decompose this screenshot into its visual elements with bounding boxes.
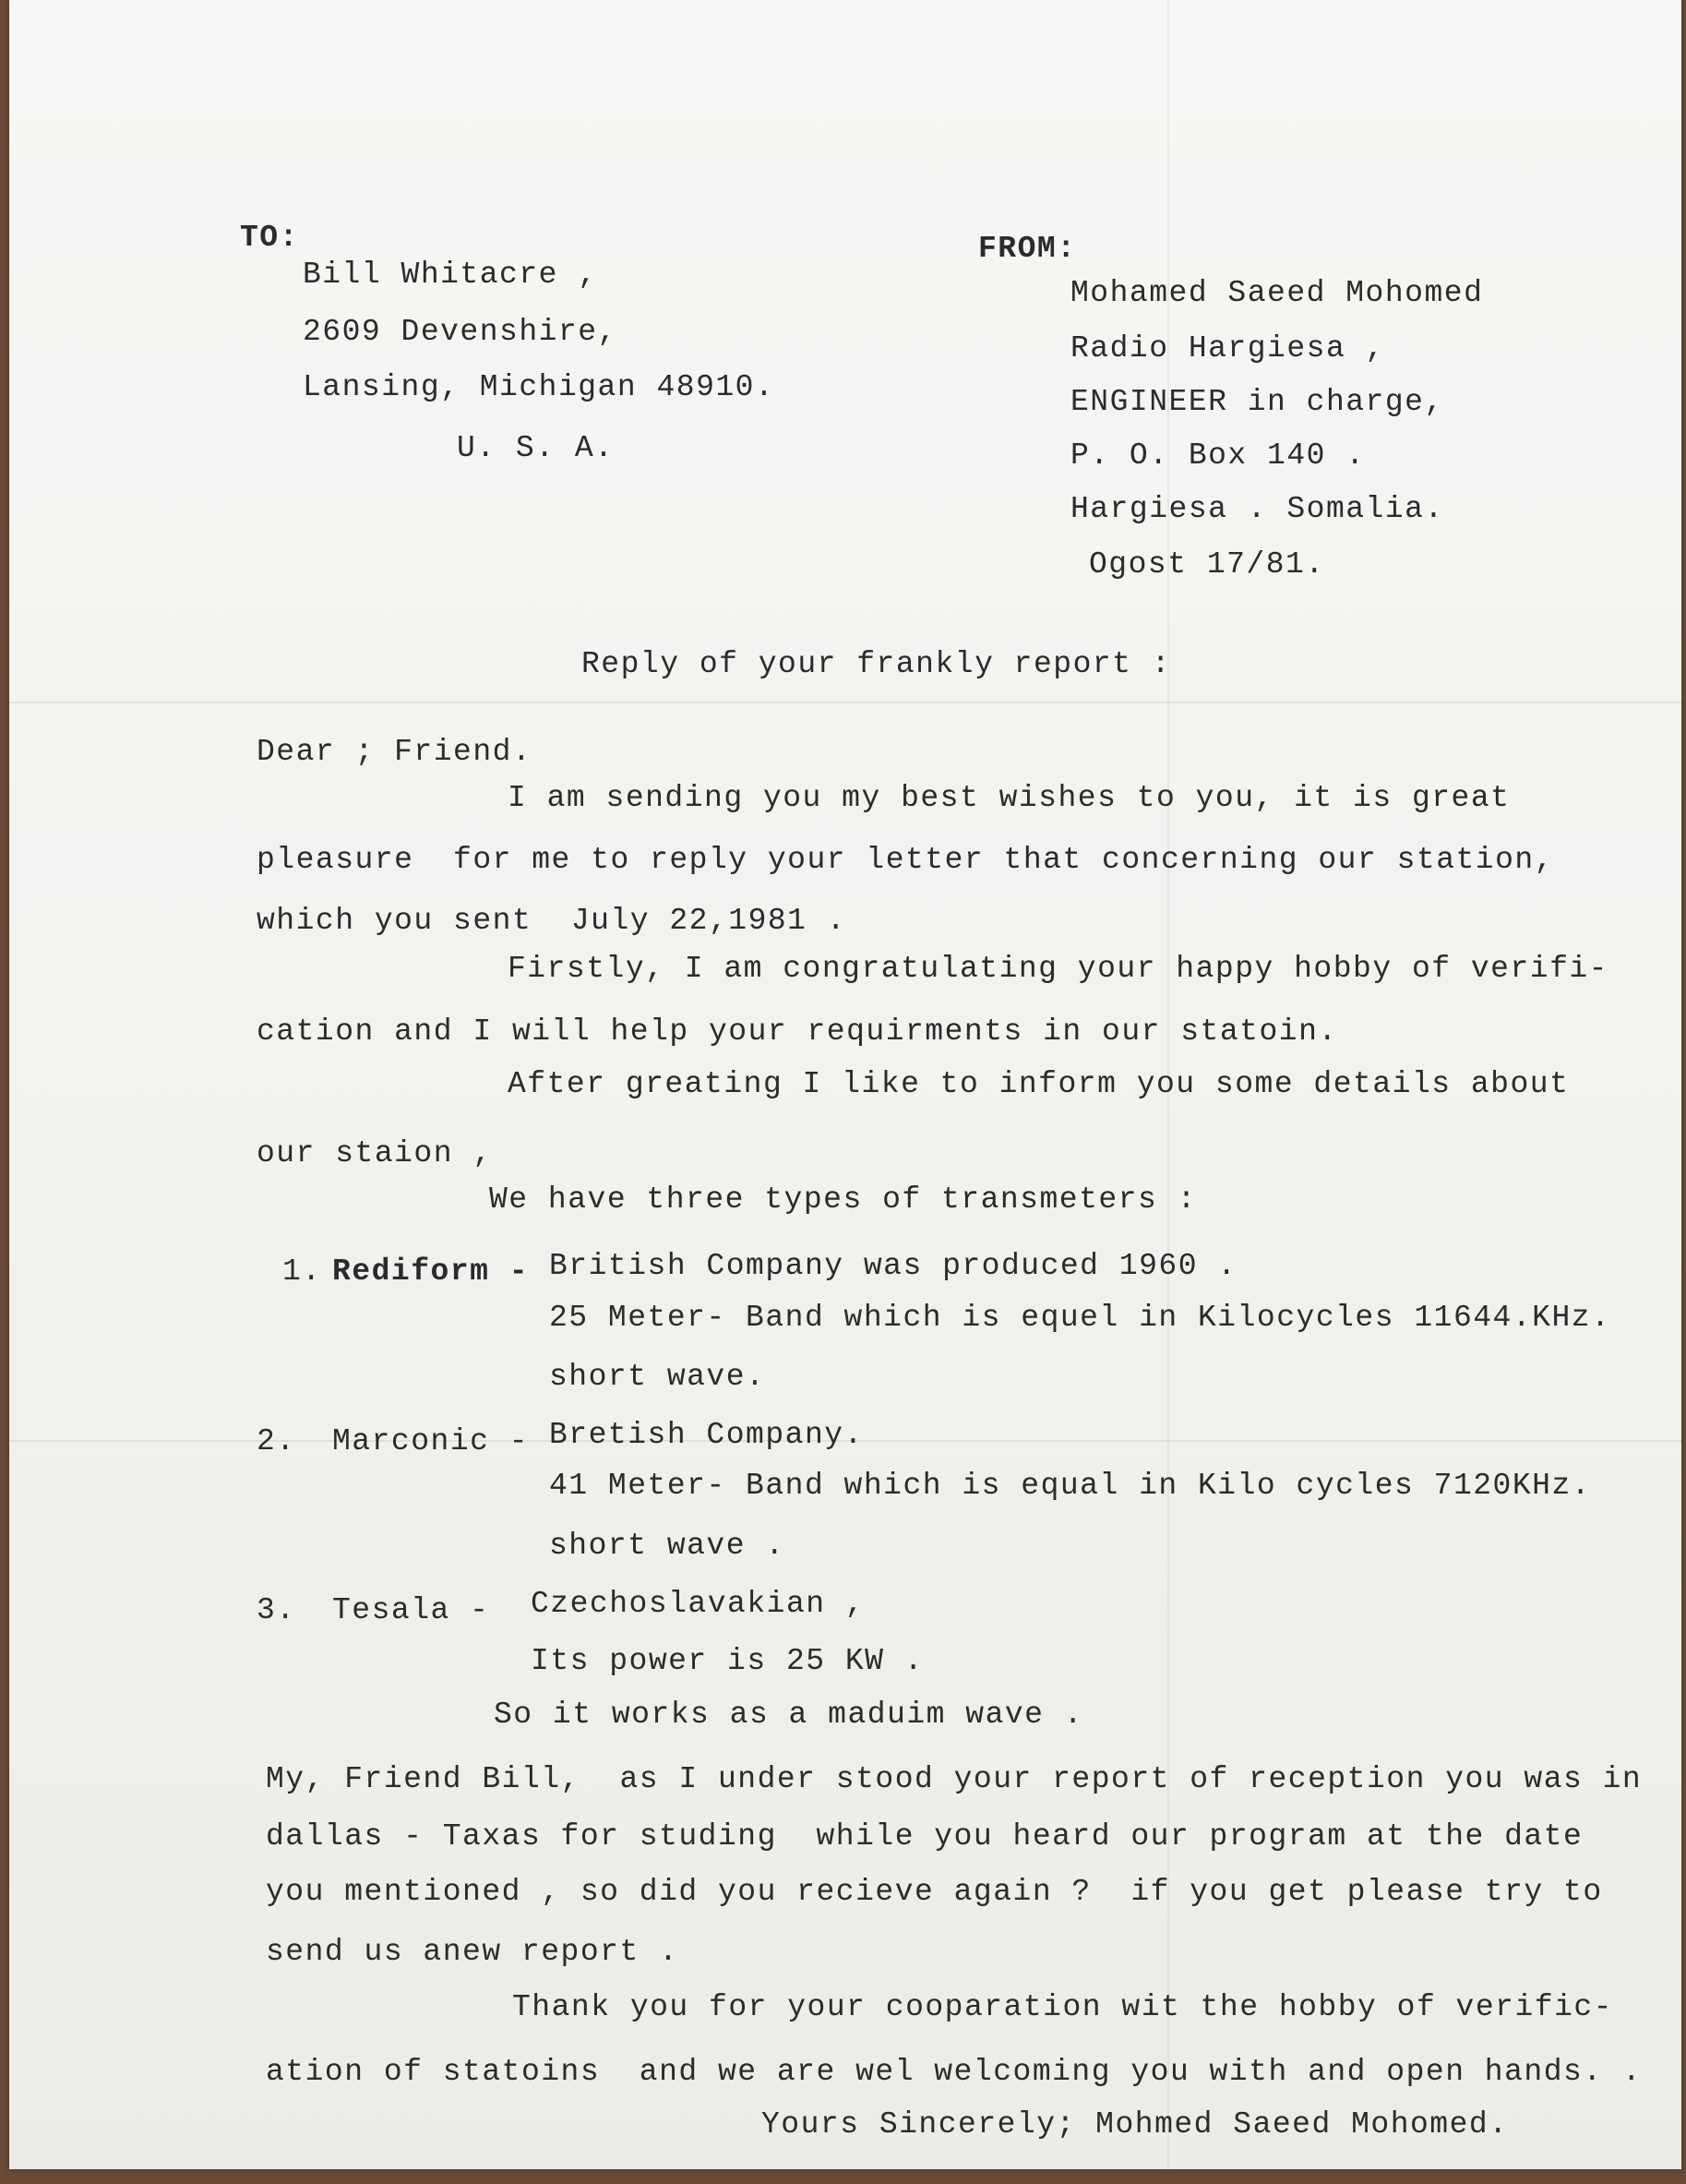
- transmitter-number: 1.: [282, 1254, 322, 1289]
- transmitter-band: 41 Meter- Band which is equal in Kilo cycles 7120KHz.: [549, 1469, 1592, 1503]
- transmitter-band: Its power is 25 KW .: [531, 1644, 925, 1678]
- closing-line: ation of statoins and we are wel welcoming you with and open hands. .: [266, 2055, 1643, 2089]
- body-line: I am sending you my best wishes to you, it is great: [508, 781, 1511, 815]
- salutation: Dear ; Friend.: [257, 735, 532, 769]
- recipient-street: 2609 Devenshire,: [303, 315, 617, 349]
- closing-line: you mentioned , so did you recieve again ? if you get please try to: [266, 1875, 1603, 1909]
- closing-line: Thank you for your cooparation wit the hobby of verific-: [512, 1990, 1613, 2024]
- body-line: Firstly, I am congratulating your happy hobby of verifi-: [508, 952, 1608, 986]
- subject-line: Reply of your frankly report :: [581, 647, 1172, 681]
- transmitter-band: 25 Meter- Band which is equel in Kilocycles 11644.KHz.: [549, 1301, 1611, 1335]
- body-line: We have three types of transmeters :: [489, 1182, 1197, 1217]
- from-label: FROM:: [978, 232, 1077, 266]
- transmitter-desc: Bretish Company.: [549, 1418, 864, 1452]
- transmitter-wave: short wave.: [549, 1360, 766, 1394]
- transmitter-name: Marconic -: [332, 1424, 530, 1458]
- transmitter-name: Rediform -: [332, 1254, 530, 1289]
- letter-page: [9, 0, 1681, 2169]
- signature-line: Yours Sincerely; Mohmed Saeed Mohomed.: [761, 2107, 1509, 2142]
- transmitter-number: 3.: [257, 1593, 296, 1627]
- to-label: TO:: [240, 221, 299, 255]
- sender-location: Hargiesa . Somalia.: [1070, 492, 1444, 526]
- closing-line: So it works as a maduim wave .: [494, 1698, 1084, 1732]
- body-line: pleasure for me to reply your letter that concerning our station,: [257, 843, 1555, 877]
- closing-line: My, Friend Bill, as I under stood your report of reception you was in: [266, 1762, 1643, 1796]
- fold-crease: [9, 702, 1681, 703]
- recipient-name: Bill Whitacre ,: [303, 258, 598, 292]
- transmitter-wave: short wave .: [549, 1529, 785, 1563]
- letter-date: Ogost 17/81.: [1089, 547, 1325, 582]
- body-line: cation and I will help your requirments in our statoin.: [257, 1014, 1338, 1049]
- recipient-country: U. S. A.: [457, 431, 615, 465]
- closing-line: send us anew report .: [266, 1935, 679, 1969]
- sender-role: ENGINEER in charge,: [1070, 385, 1444, 419]
- sender-box: P. O. Box 140 .: [1070, 438, 1366, 473]
- transmitter-desc: Czechoslavakian ,: [531, 1587, 866, 1621]
- transmitter-number: 2.: [257, 1424, 296, 1458]
- body-line: After greating I like to inform you some details about: [508, 1067, 1570, 1101]
- sender-name: Mohamed Saeed Mohomed: [1070, 276, 1484, 310]
- transmitter-name: Tesala -: [332, 1593, 490, 1627]
- recipient-city: Lansing, Michigan 48910.: [303, 370, 775, 404]
- closing-line: dallas - Taxas for studing while you heard our program at the date: [266, 1819, 1584, 1854]
- body-line: which you sent July 22,1981 .: [257, 904, 847, 938]
- body-line: our staion ,: [257, 1136, 493, 1170]
- sender-org: Radio Hargiesa ,: [1070, 331, 1385, 366]
- transmitter-desc: British Company was produced 1960 .: [549, 1249, 1238, 1283]
